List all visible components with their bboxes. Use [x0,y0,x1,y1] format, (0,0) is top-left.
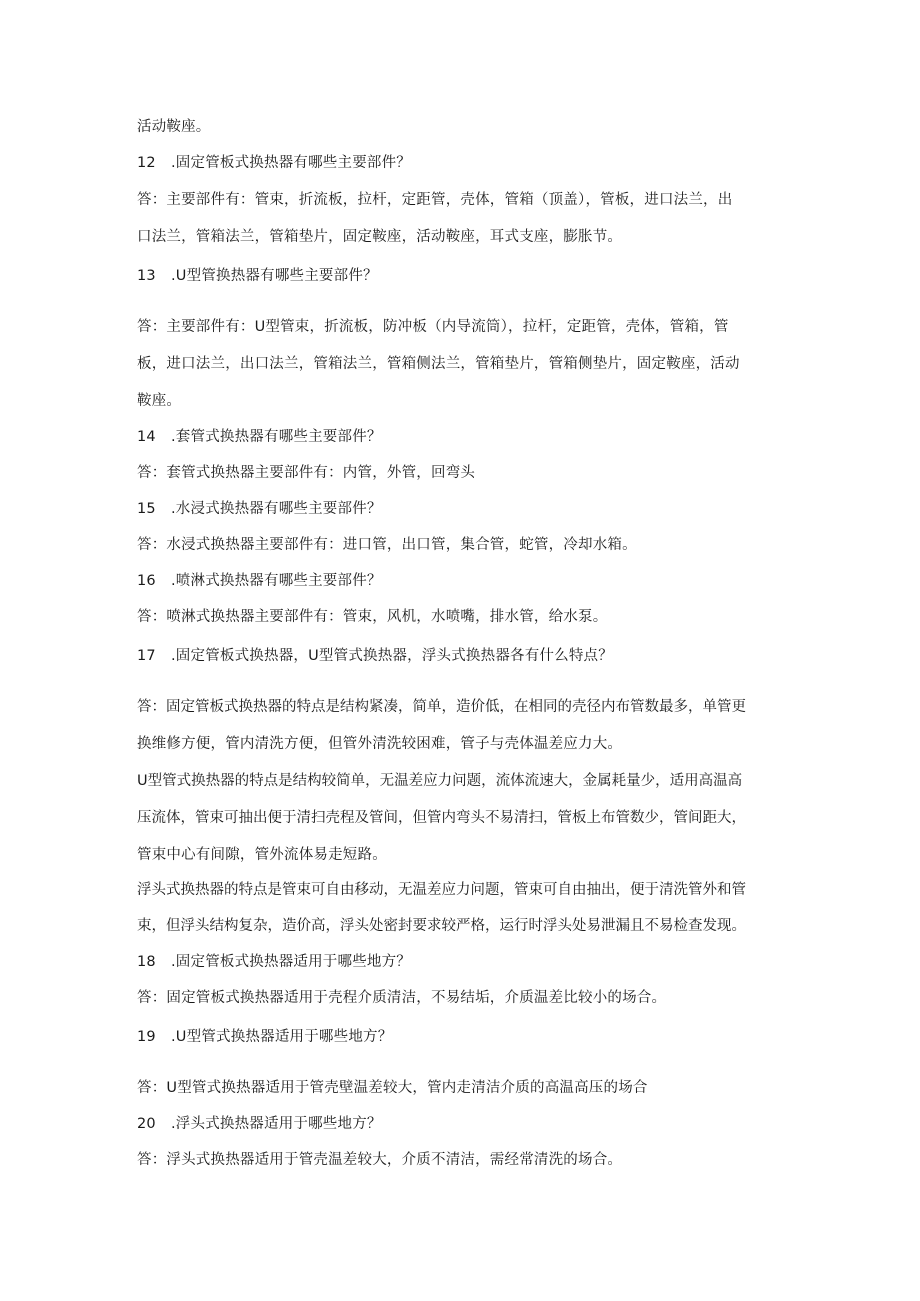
question-number: 17 [137,648,156,664]
question-17 [137,646,613,666]
answer-line: 答：套管式换热器主要部件有：内管，外管，回弯头 [137,465,476,481]
question-text: .水浸式换热器有哪些主要部件？ [171,501,382,517]
question-text: .U型管式换热器适用于哪些地方？ [171,1029,393,1045]
question-number: 15 [137,501,156,517]
answer-line: 换维修方便，管内清洗方便，但管外清洗较困难，管子与壳体温差应力大。 [137,736,623,752]
answer-line: 答：固定管板式换热器的特点是结构紧凑，简单，造价低，在相同的壳径内布管数最多，单管更 [137,699,746,715]
question-text: .U型管换热器有哪些主要部件？ [171,268,378,284]
question-19 [137,1027,392,1047]
question-18 [137,952,411,972]
question-12 [137,153,411,173]
question-number: 18 [137,954,156,970]
question-number: 12 [137,155,156,171]
question-number: 16 [137,573,156,589]
question-number: 13 [137,268,156,284]
answer-line: 答：喷淋式换热器主要部件有：管束，风机，水喷嘴，排水管，给水泵。 [137,609,608,625]
answer-line: 答：主要部件有：管束，折流板，拉杆，定距管，壳体，管箱（顶盖），管板，进口法兰，出 [137,192,733,208]
question-text: .套管式换热器有哪些主要部件？ [171,429,382,445]
answer-line: 口法兰，管箱法兰，管箱垫片，固定鞍座，活动鞍座，耳式支座，膨胀节。 [137,229,623,245]
question-text: .固定管板式换热器适用于哪些地方？ [171,954,412,970]
question-text: .喷淋式换热器有哪些主要部件？ [171,573,382,589]
answer-line: 答：主要部件有：U型管束，折流板，防冲板（内导流筒），拉杆，定距管，壳体，管箱，管 [137,319,729,335]
question-14 [137,427,382,447]
answer-line: 束，但浮头结构复杂，造价高，浮头处密封要求较严格，运行时浮头处易泄漏且不易检查发现。 [137,918,746,934]
answer-line: 鞍座。 [137,393,182,409]
question-text: .固定管板式换热器有哪些主要部件？ [171,155,412,171]
answer-line: 浮头式换热器的特点是管束可自由移动，无温差应力问题，管束可自由抽出，便于清洗管外和管 [137,882,746,898]
answer-line: 压流体，管束可抽出便于清扫壳程及管间，但管内弯头不易清扫，管板上布管数少，管间距大， [137,810,746,826]
question-13 [137,266,378,286]
question-number: 20 [137,1116,156,1132]
answer-line: 答：固定管板式换热器适用于壳程介质清洁，不易结垢，介质温差比较小的场合。 [137,990,667,1006]
text-line: 活动鞍座。 [137,119,211,135]
answer-line: 答：浮头式换热器适用于管壳温差较大，介质不清洁，需经常清洗的场合。 [137,1152,623,1168]
question-16 [137,571,382,591]
question-text: .固定管板式换热器，U型管式换热器，浮头式换热器各有什么特点？ [171,648,613,664]
question-20 [137,1114,382,1134]
answer-line: 答：U型管式换热器适用于管壳壁温差较大，管内走清洁介质的高温高压的场合 [137,1080,648,1096]
question-number: 19 [137,1029,156,1045]
answer-line: 管束中心有间隙，管外流体易走短路。 [137,847,387,863]
answer-line: 板，进口法兰，出口法兰，管箱法兰，管箱侧法兰，管箱垫片，管箱侧垫片，固定鞍座，活动 [137,356,740,372]
question-15 [137,499,382,519]
answer-line: U型管式换热器的特点是结构较简单，无温差应力问题，流体流速大，金属耗量少，适用高温高 [137,773,743,789]
question-text: .浮头式换热器适用于哪些地方？ [171,1116,382,1132]
question-number: 14 [137,429,156,445]
answer-line: 答：水浸式换热器主要部件有：进口管，出口管，集合管，蛇管，冷却水箱。 [137,537,637,553]
